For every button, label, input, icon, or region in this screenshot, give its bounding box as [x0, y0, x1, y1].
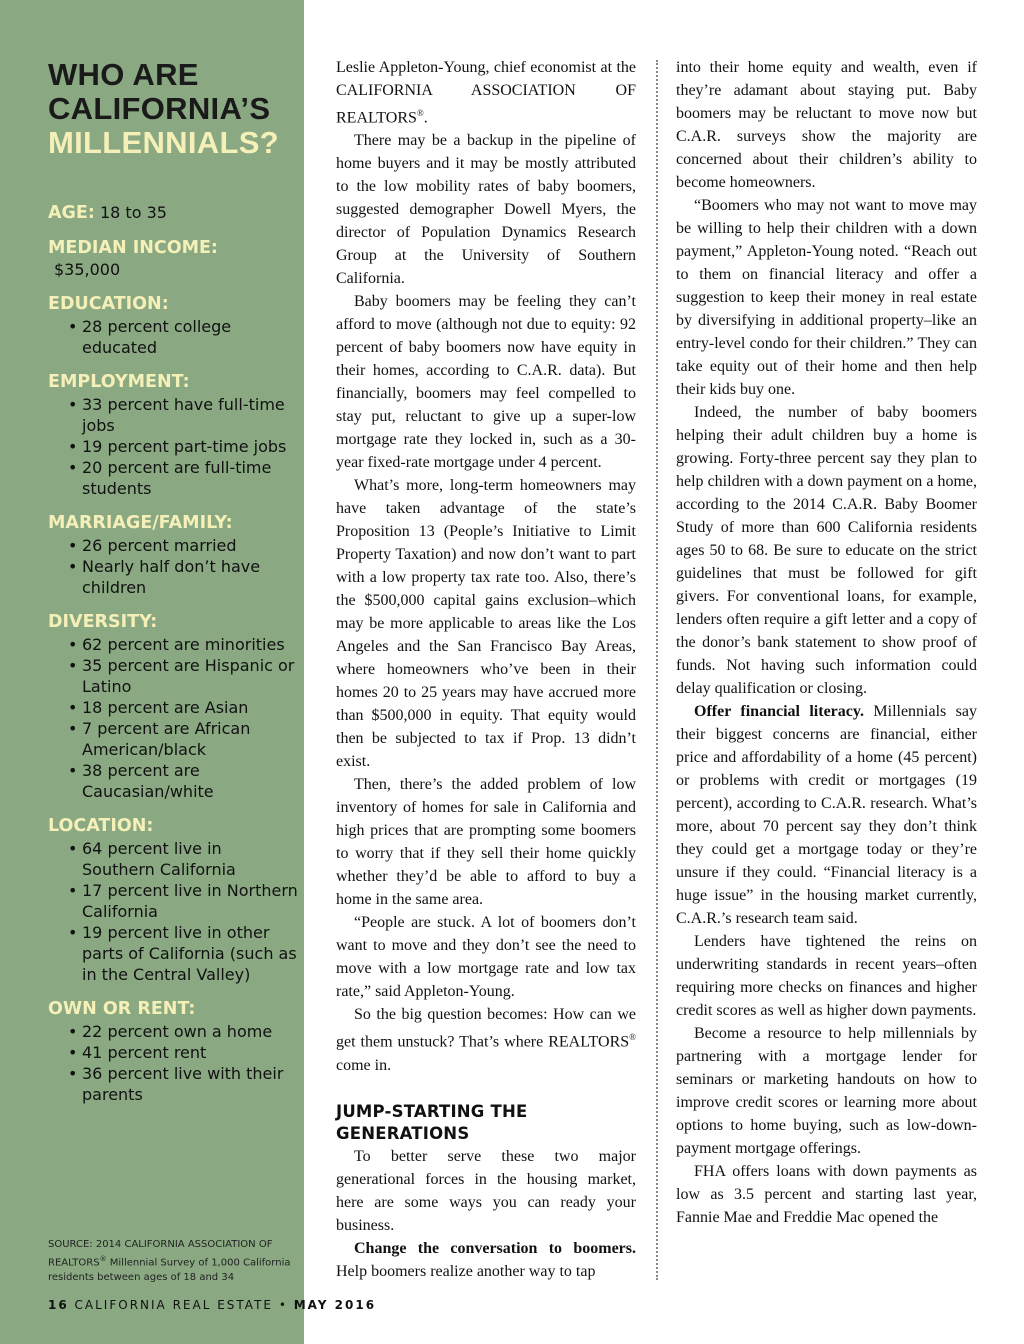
list-item: • 35 percent are Hispanic or Latino — [68, 656, 295, 696]
own-rent-list — [48, 1021, 298, 1105]
income-section — [48, 237, 298, 280]
title-line-3: MILLENNIALS? — [48, 125, 279, 160]
paragraph: So the big question becomes: How can we get them unstuck? That’s where REALTORS® come in. — [336, 1006, 636, 1074]
page-footer — [48, 1298, 376, 1312]
title-line-2: CALIFORNIA’S — [48, 91, 271, 126]
paragraph: Change the conversation to boomers. Help boomers realize another way to tap — [336, 1239, 636, 1280]
age-section — [48, 202, 298, 224]
diversity-section — [48, 611, 298, 802]
employment-list — [48, 394, 298, 499]
list-item: • 22 percent own a home — [68, 1022, 273, 1041]
article-column-2 — [676, 56, 977, 1229]
income-label: MEDIAN INCOME: — [48, 238, 218, 258]
paragraph: into their home equity and wealth, even if they’re adamant about staying put. Baby boomers may be reluctant to move now but C.A.R. surveys show the majority are concerned about their children’s ability to become homeowners. — [676, 59, 977, 191]
own-rent-section — [48, 998, 298, 1105]
paragraph: “Boomers who may not want to move may be willing to help their children with a down payment,” Appleton-Young noted. “Reach out to them on financial literacy and offer a suggestion to keep their money in real estate by diversifying in additional property–like an entry-level condo for their children.” They can take equity out of their home and then help their kids buy one. — [676, 197, 977, 398]
family-section — [48, 512, 298, 598]
diversity-list — [48, 634, 298, 802]
paragraph: Indeed, the number of baby boomers helping their adult children buy a home is growing. Forty-three percent say they plan to help children with a down payment on a home, according to the 2014 C.A.R. Baby Boomer Study of more than 600 California residents ages 50 to 68. Be sure to educate on the strict guidelines that must be followed for gift givers. For conventional loans, for example, lenders often require a gift letter and a copy of the donor’s bank statement to show proof of funds. Not having such information could delay qualification or closing. — [676, 404, 977, 697]
list-item: • 36 percent live with their parents — [68, 1064, 284, 1104]
list-item: • 19 percent live in other parts of California (such as in the Central Valley) — [68, 923, 297, 984]
list-item: • 18 percent are Asian — [68, 698, 249, 717]
paragraph: Become a resource to help millennials by partnering with a mortgage lender for seminars or marketing handouts on how to improve credit scores or learning more about options to home buying, such as low-down-payment mortgage offerings. — [676, 1025, 977, 1157]
sidebar-content — [48, 58, 298, 1118]
family-label: MARRIAGE/FAMILY: — [48, 513, 233, 533]
income-value: $35,000 — [54, 260, 121, 279]
diversity-label: DIVERSITY: — [48, 612, 158, 632]
paragraph: Lenders have tightened the reins on underwriting standards in recent years–often requiring more checks on finances and higher credit scores as well as higher down payments. — [676, 933, 977, 1019]
location-section — [48, 815, 298, 985]
age-label: AGE: — [48, 203, 95, 223]
list-item: • 17 percent live in Northern California — [68, 881, 298, 921]
issue-date: MAY 2016 — [293, 1298, 377, 1312]
paragraph: Leslie Appleton-Young, chief economist at the CALIFORNIA ASSOCIATION OF REALTORS®. — [336, 59, 636, 127]
section-subheading: JUMP-STARTING THE GENERATIONS — [336, 1101, 528, 1143]
sidebar-panel — [0, 0, 304, 1344]
article-column-1 — [336, 56, 636, 1283]
list-item: • 26 percent married — [68, 536, 237, 555]
title-line-1: WHO ARE — [48, 57, 199, 92]
education-label: EDUCATION: — [48, 294, 169, 314]
family-list — [48, 535, 298, 598]
list-item: • Nearly half don’t have children — [68, 557, 261, 597]
paragraph: Baby boomers may be feeling they can’t afford to move (although not due to equity: 92 percent of baby boomers now have equity in their homes, according to C.A.R. data). But financially, boomers may feel compelled to stay put, reluctant to give up a super-low mortgage rate they locked in, such as a 30-year fixed-rate mortgage under 4 percent. — [336, 293, 636, 472]
education-section — [48, 293, 298, 358]
list-item: • 20 percent are full-time students — [68, 458, 272, 498]
list-item: • 38 percent are Caucasian/white — [68, 761, 214, 801]
paragraph: Offer financial literacy. Millennials say their biggest concerns are financial, either price and affordability of a home (45 percent) or problems with credit or mortgages (19 percent), according to C.A.R. research. What’s more, about 70 percent say they don’t think they could get a mortgage today or they’re unsure if they could. “Financial literacy is a huge issue” in the housing market currently, C.A.R.’s research team said. — [676, 703, 977, 927]
publication-name: CALIFORNIA REAL ESTATE — [74, 1298, 273, 1312]
paragraph: There may be a backup in the pipeline of home buyers and it may be mostly attributed to the low mobility rates of baby boomers, suggested demographer Dowell Myers, the director of Population Dynamics Research Group at the University of Southern California. — [336, 132, 636, 288]
location-list — [48, 838, 298, 985]
list-item: • 41 percent rent — [68, 1043, 207, 1062]
own-rent-label: OWN OR RENT: — [48, 999, 196, 1019]
list-item: • 28 percent college educated — [68, 317, 232, 357]
column-divider — [656, 60, 658, 1280]
sidebar-source-note: SOURCE: 2014 CALIFORNIA ASSOCIATION OF REALTORS® Millennial Survey of 1,000 California residents between ages of 18 and 34 — [48, 1239, 291, 1284]
list-item: • 19 percent part-time jobs — [68, 437, 287, 456]
page-number: 16 — [48, 1298, 69, 1312]
age-value: 18 to 35 — [99, 203, 167, 222]
location-label: LOCATION: — [48, 816, 154, 836]
employment-label: EMPLOYMENT: — [48, 372, 190, 392]
paragraph: What’s more, long-term homeowners may have taken advantage of the state’s Proposition 13 (People’s Initiative to Limit Property Taxation) and now don’t want to part with a low property tax rate too. Also, there’s the $500,000 capital gains exclusion–which may be more applicable to areas like the Los Angeles and the San Francisco Bay Areas, where homeowners who’ve been in their homes 20 to 25 years may have accrued more than $500,000 in equity. That equity would then be subjected to tax if Prop. 13 didn’t exist. — [336, 477, 636, 771]
list-item: • 64 percent live in Southern California — [68, 839, 236, 879]
paragraph: To better serve these two major generational forces in the housing market, here are some ways you can ready your business. — [336, 1147, 636, 1234]
footer-bullet: • — [278, 1298, 288, 1312]
paragraph: “People are stuck. A lot of boomers don’t want to move and they don’t see the need to move with a low mortgage rate and low tax rate,” said Appleton-Young. — [336, 914, 636, 1001]
education-list — [48, 316, 298, 358]
paragraph: Then, there’s the added problem of low inventory of homes for sale in California and high prices that are prompting some boomers to worry that if they sell their home quickly whether they’d be able to afford to buy a home in the same area. — [336, 776, 636, 909]
list-item: • 62 percent are minorities — [68, 635, 285, 654]
employment-section — [48, 371, 298, 499]
list-item: • 33 percent have full-time jobs — [68, 395, 285, 435]
sidebar-title — [48, 58, 298, 160]
paragraph: FHA offers loans with down payments as low as 3.5 percent and starting last year, Fannie Mae and Freddie Mac opened the — [676, 1163, 977, 1226]
list-item: • 7 percent are African American/black — [68, 719, 251, 759]
